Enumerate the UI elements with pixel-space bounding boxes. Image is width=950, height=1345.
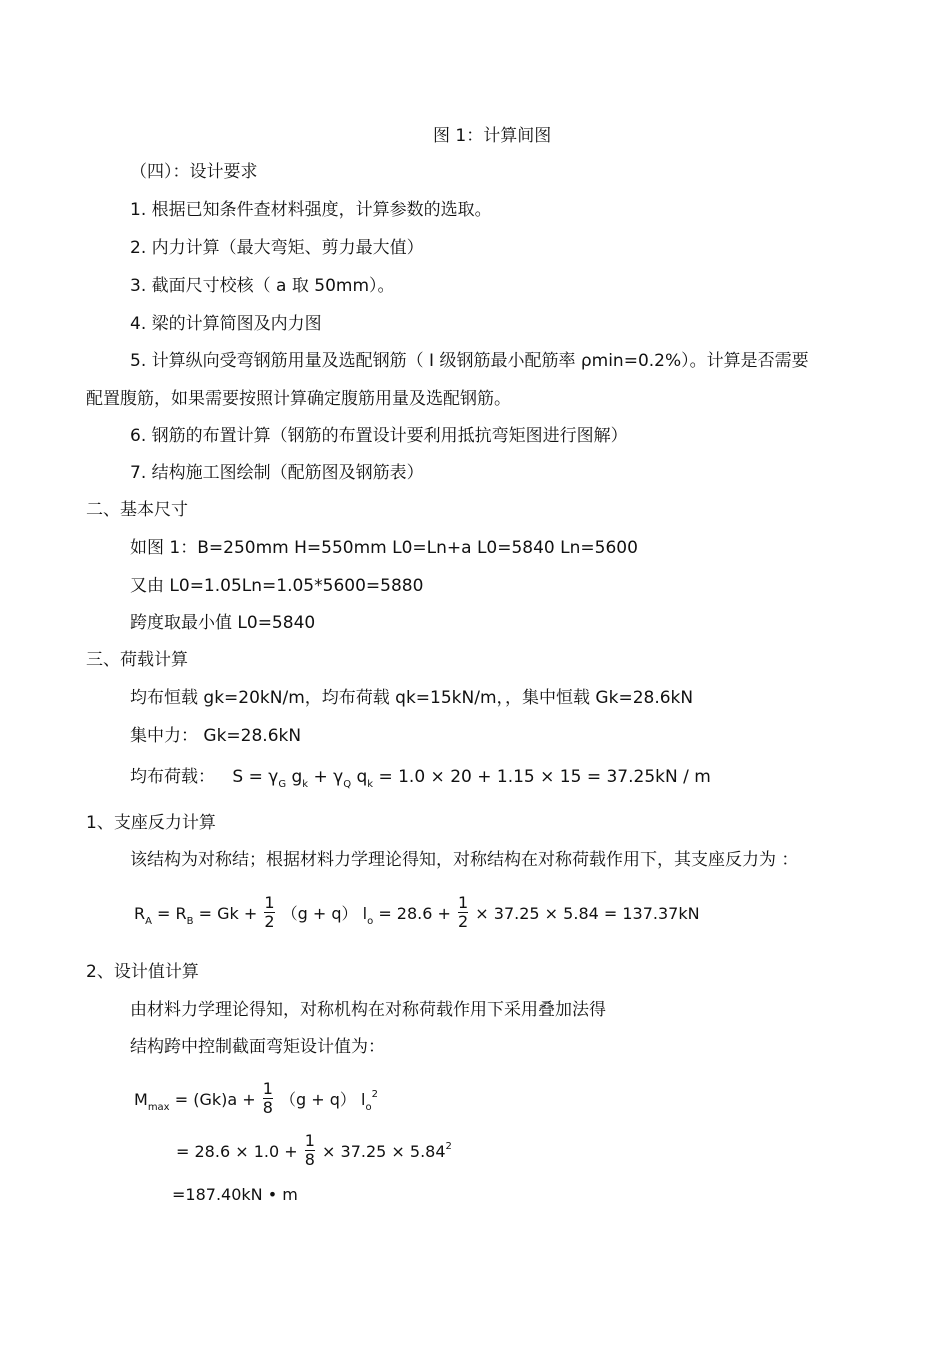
requirement-item-continued: 配置腹筋，如果需要按照计算确定腹筋用量及选配钢筋。 xyxy=(86,389,511,409)
fraction-eighth: $\frac{1}{8}$ xyxy=(304,1131,315,1169)
design-text: 由材料力学理论得知，对称机构在对称荷载作用下采用叠加法得 xyxy=(130,1000,606,1020)
requirement-item: 3. 截面尺寸校核（ a 取 50mm）。 xyxy=(130,276,395,296)
dimension-line: 又由 L0=1.05Ln=1.05*5600=5880 xyxy=(130,576,424,596)
load-equation-tail: = 1.0 × 20 + 1.15 × 15 = 37.25kN / m xyxy=(378,767,711,787)
figure-caption: 图 1：计算间图 xyxy=(433,126,552,146)
subsection-heading: 2、设计值计算 xyxy=(86,962,199,982)
requirement-item: 7. 结构施工图绘制（配筋图及钢筋表） xyxy=(130,463,424,483)
dimension-line: 跨度取最小值 L0=5840 xyxy=(130,613,316,633)
moment-equation-3: =187.40kN • m xyxy=(172,1185,298,1204)
design-text: 结构跨中控制截面弯矩设计值为： xyxy=(130,1037,385,1057)
design-requirements-heading: （四）：设计要求 xyxy=(130,162,258,182)
reaction-text: 该结构为对称结；根据材料力学理论得知，对称结构在对称荷载作用下，其支座反力为 ： xyxy=(130,850,799,870)
fraction-eighth: $\frac{1}{8}$ xyxy=(262,1079,273,1117)
fraction-half: $\frac{1}{2}$ xyxy=(458,893,469,931)
requirement-item: 4. 梁的计算简图及内力图 xyxy=(130,314,322,334)
load-line: 集中力： Gk=28.6kN xyxy=(130,726,302,746)
moment-equation-1: $M_{max} = (Gk)a$ + $\frac{1}{8}$ （g + q） $l_o^2$ xyxy=(134,1079,378,1117)
fraction-half: $\frac{1}{2}$ xyxy=(264,893,275,931)
section-heading: 二、基本尺寸 xyxy=(86,500,188,520)
requirement-item: 1. 根据已知条件查材料强度，计算参数的选取。 xyxy=(130,200,492,220)
section-heading: 三、荷载计算 xyxy=(86,650,188,670)
requirement-item: 5. 计算纵向受弯钢筋用量及选配钢筋（ I 级钢筋最小配筋率 ρmin=0.2%）。计算是否需要 xyxy=(130,351,809,371)
requirement-item: 6. 钢筋的布置计算（钢筋的布置设计要利用抵抗弯矩图进行图解） xyxy=(130,426,628,446)
requirement-item: 2. 内力计算（最大弯矩、剪力最大值） xyxy=(130,238,424,258)
dimension-line: 如图 1：B=250mm H=550mm L0=Ln+a L0=5840 Ln=5600 xyxy=(130,538,638,558)
load-label: 均布荷载： xyxy=(130,767,215,787)
load-line: 均布恒载 gk=20kN/m，均布荷载 qk=15kN/m，，集中恒载 Gk=28.6kN xyxy=(130,688,694,708)
reaction-equation: $R_A = R_B = Gk$ + $\frac{1}{2}$ （g + q） $l_o = 28.6$ + $\frac{1}{2}$ × 37.25 × 5.84 = 137.37kN xyxy=(134,893,700,931)
moment-equation-2: = 28.6 × 1.0 + $\frac{1}{8}$ × $37.25 \times 5.84^2$ xyxy=(176,1131,452,1169)
load-equation: 均布荷载： $S = \gamma_G$ $g_k + \gamma_Q$ $q_k = 1.0 \times 20 + 1.15 \times 15 = 37.25kN / m$ xyxy=(130,767,711,790)
subsection-heading: 1、支座反力计算 xyxy=(86,813,216,833)
